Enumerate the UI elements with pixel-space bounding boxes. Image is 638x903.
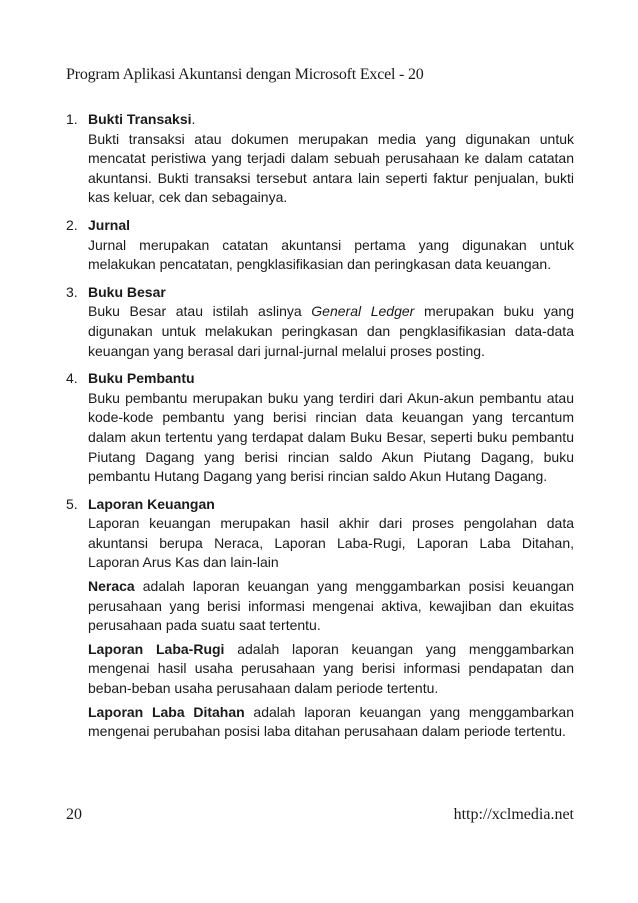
item-number: 4. <box>66 370 78 387</box>
item-body: Buku pembantu merupakan buku yang terdiri dari Akun-akun pembantu atau kode-kode pembantu yang berisi rincian data keuangan yang tercantum dalam akun tertentu yang terdapat dalam Buku Besar, seperti buku pembantu Piutang Dagang yang berisi rincian saldo Akun Piutang Dagang, buku pembantu Hutang Dagang yang berisi rincian saldo Akun Hutang Dagang. <box>88 389 574 485</box>
page-number: 20 <box>66 806 82 823</box>
footer-url: http://xclmedia.net <box>453 806 574 823</box>
item-body <box>88 302 574 361</box>
list-item <box>66 369 574 487</box>
item-body-text: Buku Besar atau istilah aslinya <box>88 303 312 320</box>
item-number: 2. <box>66 216 78 233</box>
running-header: Program Aplikasi Akuntansi dengan Microsoft Excel - 20 <box>66 66 424 83</box>
item-body-italic: General Ledger <box>311 303 415 320</box>
item-title: Bukti Transaksi <box>88 111 192 127</box>
page-footer <box>66 806 574 824</box>
item-body: Bukti transaksi atau dokumen merupakan media yang digunakan untuk mencatat peristiwa yang terjadi dalam sebuah perusahaan ke dalam catatan akuntansi. Bukti transaksi tersebut antara lain seperti faktur penjualan, bukti kas keluar, cek dan sebagainya. <box>88 130 574 206</box>
item-title: Laporan Keuangan <box>88 495 215 512</box>
item-title: Buku Pembantu <box>88 370 195 387</box>
list-item <box>66 283 574 361</box>
item-number: 5. <box>66 495 78 512</box>
item-body-text: merupakan buku yang digunakan untuk melakukan peringkasan dan pengklasifikasian data-data keuangan yang berasal dari jurnal-jurnal melalui proses posting. <box>88 303 574 359</box>
list-item <box>66 495 574 742</box>
item-body: Laporan keuangan merupakan hasil akhir dari proses pengolahan data akuntansi berupa Neraca, Laporan Laba-Rugi, Laporan Laba Ditahan, Laporan Arus Kas dan lain-lain <box>88 515 574 571</box>
definition-text: adalah laporan keuangan yang menggambarkan mengenai perubahan posisi laba ditahan perusahaan dalam periode tertentu. <box>88 703 574 740</box>
definition-term: Laporan Laba-Rugi <box>88 640 225 657</box>
item-title: Jurnal <box>88 216 131 233</box>
definition-text: adalah laporan keuangan yang menggambarkan mengenai hasil usaha perusahaan yang berisi informasi pendapatan dan beban-beban usaha perusahaan dalam periode tertentu. <box>88 640 574 697</box>
item-body: Jurnal merupakan catatan akuntansi pertama yang digunakan untuk melakukan pencatatan, pengklasifikasian dan peringkasan data keuangan. <box>88 236 574 273</box>
definition-laba-ditahan <box>88 703 574 742</box>
definition-neraca <box>88 577 574 636</box>
item-number: 3. <box>66 283 78 300</box>
list-item <box>66 216 574 275</box>
main-content <box>66 110 574 750</box>
definition-term: Neraca <box>88 578 135 595</box>
item-title: Buku Besar <box>88 283 166 300</box>
item-number: 1. <box>66 111 78 127</box>
item-body-group <box>88 514 574 742</box>
item-title-suffix: . <box>191 111 196 127</box>
definition-text: adalah laporan keuangan yang menggambarkan posisi keuangan perusahaan yang berisi informasi mengenai aktiva, kewajiban dan ekuitas perusahaan pada suatu saat tertentu. <box>88 578 574 634</box>
definition-term: Laporan Laba Ditahan <box>88 703 245 720</box>
list-item <box>66 110 574 208</box>
definition-laba-rugi <box>88 640 574 699</box>
